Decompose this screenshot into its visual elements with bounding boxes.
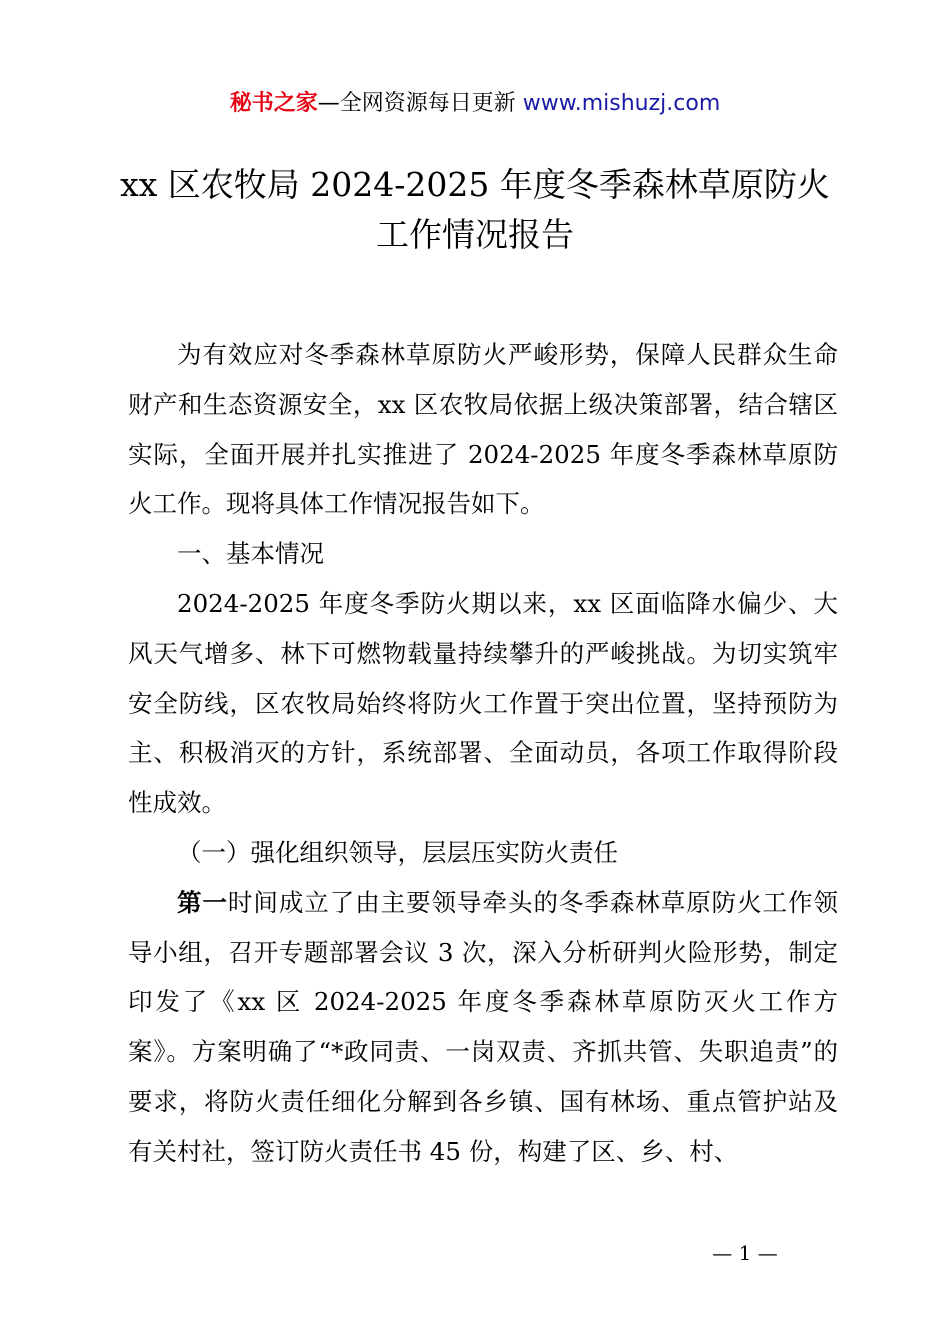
intro-paragraph: 为有效应对冬季森林草原防火严峻形势，保障人民群众生命财产和生态资源安全，xx 区农牧局依据上级决策部署，结合辖区实际，全面开展并扎实推进了 2024-2025 年度冬季森林草原防火工作。现将具体工作情况报告如下。 <box>128 340 838 519</box>
document-title <box>80 160 870 260</box>
document-body <box>128 330 838 1177</box>
site-tagline: —全网资源每日更新 <box>317 91 523 116</box>
site-brand: 秘书之家 <box>229 91 318 116</box>
title-line-2: 工作情况报告 <box>376 215 574 254</box>
paragraph-lead-bold: 第一 <box>177 887 228 917</box>
site-url-link[interactable]: www.mishuzj.com <box>522 91 721 116</box>
page-number: — 1 — <box>712 1241 778 1265</box>
site-header <box>0 88 950 120</box>
section-heading-basic-situation: 一、基本情况 <box>177 539 324 569</box>
organization-paragraph <box>128 878 838 1177</box>
subsection-heading-1: （一）强化组织领导，层层压实防火责任 <box>177 837 618 867</box>
title-line-1: xx 区农牧局 2024-2025 年度冬季森林草原防火 <box>120 165 830 204</box>
paragraph-rest: 时间成立了由主要领导牵头的冬季森林草原防火工作领导小组，召开专题部署会议 3 次，深入分析研判火险形势，制定印发了《xx 区 2024-2025 年度冬季森林草原防灭火工作方案》。方案明确了“*政同责、一岗双责、齐抓共管、失职追责”的要求，将防火责任细化分解到各乡镇、国有林场、重点管护站及有关村社，签订防火责任书 45 份，构建了区、乡、村、 <box>128 887 838 1166</box>
basic-situation-paragraph: 2024-2025 年度冬季防火期以来，xx 区面临降水偏少、大风天气增多、林下可燃物载量持续攀升的严峻挑战。为切实筑牢安全防线，区农牧局始终将防火工作置于突出位置，坚持预防为主、积极消灭的方针，系统部署、全面动员，各项工作取得阶段性成效。 <box>128 588 838 818</box>
